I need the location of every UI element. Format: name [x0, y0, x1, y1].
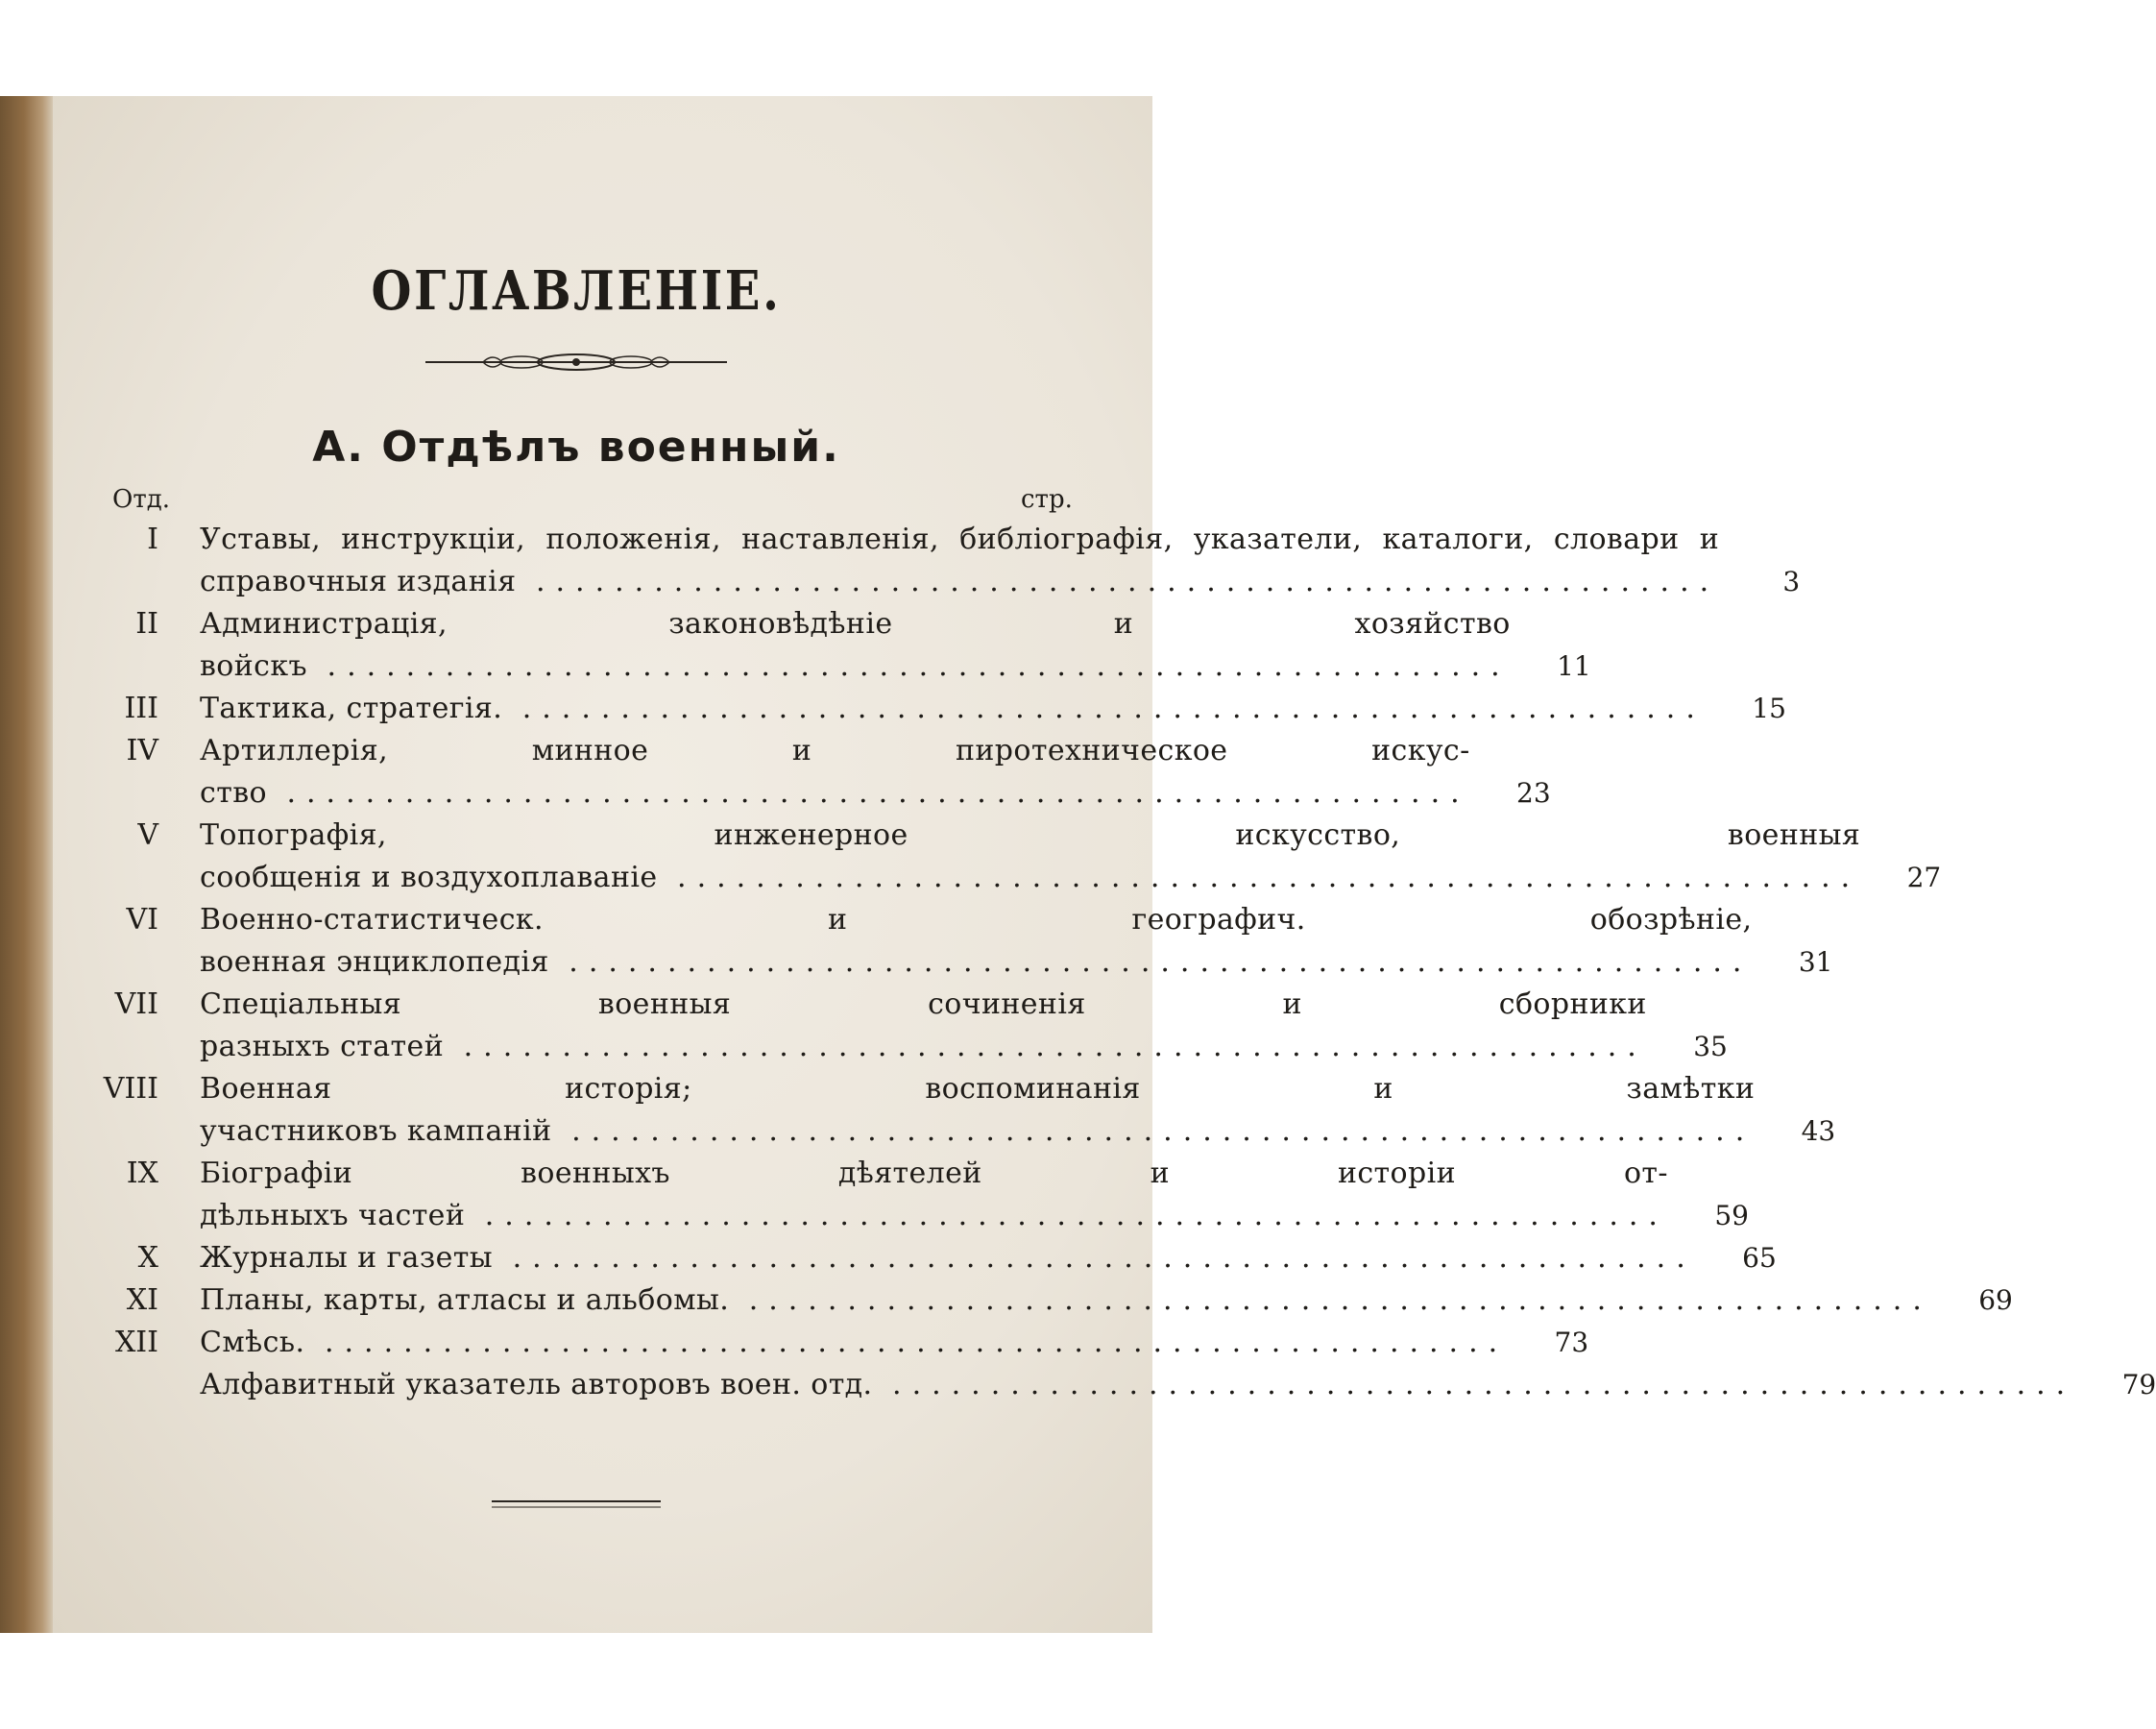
toc-entry[interactable]: [91, 1322, 1589, 1364]
entry-title-text: Военно-статистическ. и географич. обозрѣніе,: [200, 903, 1753, 937]
entry-title-last-line: Смѣсь.: [200, 1326, 305, 1359]
toc-entry[interactable]: [91, 899, 1833, 984]
entry-title-last-line: военная энциклопедія: [200, 945, 549, 979]
entry-title-last-line: разныхъ статей: [200, 1030, 445, 1063]
toc-entry[interactable]: [91, 603, 1591, 688]
title-ornament: [425, 350, 727, 375]
page-number: 35: [1693, 1031, 1728, 1062]
dot-leader: ............................................................: [516, 565, 1720, 598]
book-spine: [0, 96, 53, 1633]
dot-leader: ............................................................: [444, 1030, 1647, 1063]
page-number: 79: [2121, 1369, 2156, 1400]
closing-rule: [492, 1498, 661, 1510]
section-number: V: [137, 818, 158, 852]
entry-title: [200, 984, 1647, 1068]
dot-leader: ............................................................: [307, 649, 1511, 683]
entry-title: [200, 1279, 1932, 1322]
page-number: 65: [1742, 1242, 1777, 1274]
toc-entry[interactable]: [91, 688, 1786, 730]
entry-title-last-line: Журналы и газеты: [200, 1241, 494, 1275]
dot-leader: ............................................................: [657, 861, 1861, 894]
page-number: 3: [1782, 566, 1801, 597]
entry-title-text: Топографія, инженерное искусство, военныя: [200, 818, 1861, 852]
toc-entry[interactable]: [91, 1279, 2013, 1322]
dot-leader: ............................................................: [266, 776, 1470, 810]
page-title: ОГЛАВЛЕНІЕ.: [371, 259, 782, 323]
entry-title-last-line: сообщенія и воздухоплаваніе: [200, 861, 658, 894]
page-number: 69: [1978, 1284, 2013, 1316]
entry-title-last-line: Тактика, стратегія.: [200, 692, 503, 725]
entry-title-last-line: ство: [200, 776, 267, 810]
section-number: VII: [114, 987, 158, 1021]
dot-leader: ............................................................: [872, 1368, 2076, 1401]
page-number: 59: [1714, 1200, 1749, 1231]
entry-title: [200, 688, 1706, 730]
section-number: XII: [114, 1326, 158, 1359]
entry-title: [200, 519, 1719, 603]
entry-title: [200, 730, 1470, 815]
page-number: 43: [1801, 1115, 1836, 1147]
toc-entry[interactable]: [91, 815, 1942, 899]
entry-title-text: Біографіи военныхъ дѣятелей и исторіи от-: [200, 1157, 1668, 1190]
entry-title: [200, 603, 1511, 688]
dot-leader: ............................................................: [729, 1283, 1932, 1317]
dot-leader: ............................................................: [548, 945, 1753, 979]
dot-leader: ............................................................: [493, 1241, 1696, 1275]
page-number: 11: [1557, 650, 1591, 682]
entry-title-text: Военная исторія; воспоминанія и замѣтки: [200, 1072, 1756, 1106]
toc-entry[interactable]: [91, 1068, 1836, 1153]
page-number-header: стр.: [1021, 485, 1073, 514]
toc-entry[interactable]: [91, 730, 1551, 815]
section-number: XI: [126, 1283, 158, 1317]
entry-title-last-line: участниковъ кампаній: [200, 1114, 552, 1148]
toc-entry[interactable]: [91, 984, 1728, 1068]
dot-leader: ............................................................: [465, 1199, 1668, 1232]
section-number: VIII: [103, 1072, 158, 1106]
section-heading: А. Отдѣлъ военный.: [312, 423, 840, 472]
toc-entry[interactable]: [91, 1153, 1749, 1237]
entry-title-text: Администрація, законовѣдѣніе и хозяйство: [200, 607, 1511, 641]
page-number: 73: [1554, 1327, 1589, 1358]
section-number: III: [124, 692, 158, 725]
page-number: 27: [1906, 862, 1942, 893]
section-number: VI: [126, 903, 158, 937]
page-number: 31: [1798, 946, 1833, 978]
entry-title-last-line: войскъ: [200, 649, 307, 683]
entry-title-last-line: дѣльныхъ частей: [200, 1199, 466, 1232]
entry-title-last-line: Алфавитный указатель авторовъ воен. отд.: [200, 1368, 873, 1401]
entry-title: [200, 1068, 1755, 1153]
section-number: X: [137, 1241, 158, 1275]
entry-title: [200, 1237, 1696, 1279]
section-number: I: [147, 523, 158, 556]
section-number: IX: [126, 1157, 158, 1190]
entry-title: [200, 1364, 2075, 1406]
entry-title-last-line: справочныя изданія: [200, 565, 517, 598]
table-of-contents: [91, 519, 2156, 1406]
page-number: 23: [1516, 777, 1551, 809]
entry-title: [200, 1322, 1508, 1364]
toc-entry[interactable]: [91, 519, 1801, 603]
toc-entry[interactable]: [91, 1364, 2156, 1406]
entry-title: [200, 899, 1752, 984]
page-number: 15: [1752, 693, 1786, 724]
entry-title: [200, 815, 1860, 899]
entry-title-text: Уставы, инструкціи, положенія, наставленія, библіографія, указатели, каталоги, словари и: [200, 523, 1720, 556]
section-number-header: Отд.: [112, 485, 170, 514]
dot-leader: ............................................................: [304, 1326, 1509, 1359]
entry-title: [200, 1153, 1668, 1237]
dot-leader: ............................................................: [502, 692, 1706, 725]
entry-title-text: Спеціальныя военныя сочиненія и сборники: [200, 987, 1647, 1021]
section-number: IV: [126, 734, 158, 767]
entry-title-last-line: Планы, карты, атласы и альбомы.: [200, 1283, 730, 1317]
entry-title-text: Артиллерія, минное и пиротехническое искус-: [200, 734, 1470, 767]
dot-leader: ............................................................: [551, 1114, 1756, 1148]
section-number: II: [135, 607, 158, 641]
toc-entry[interactable]: [91, 1237, 1777, 1279]
